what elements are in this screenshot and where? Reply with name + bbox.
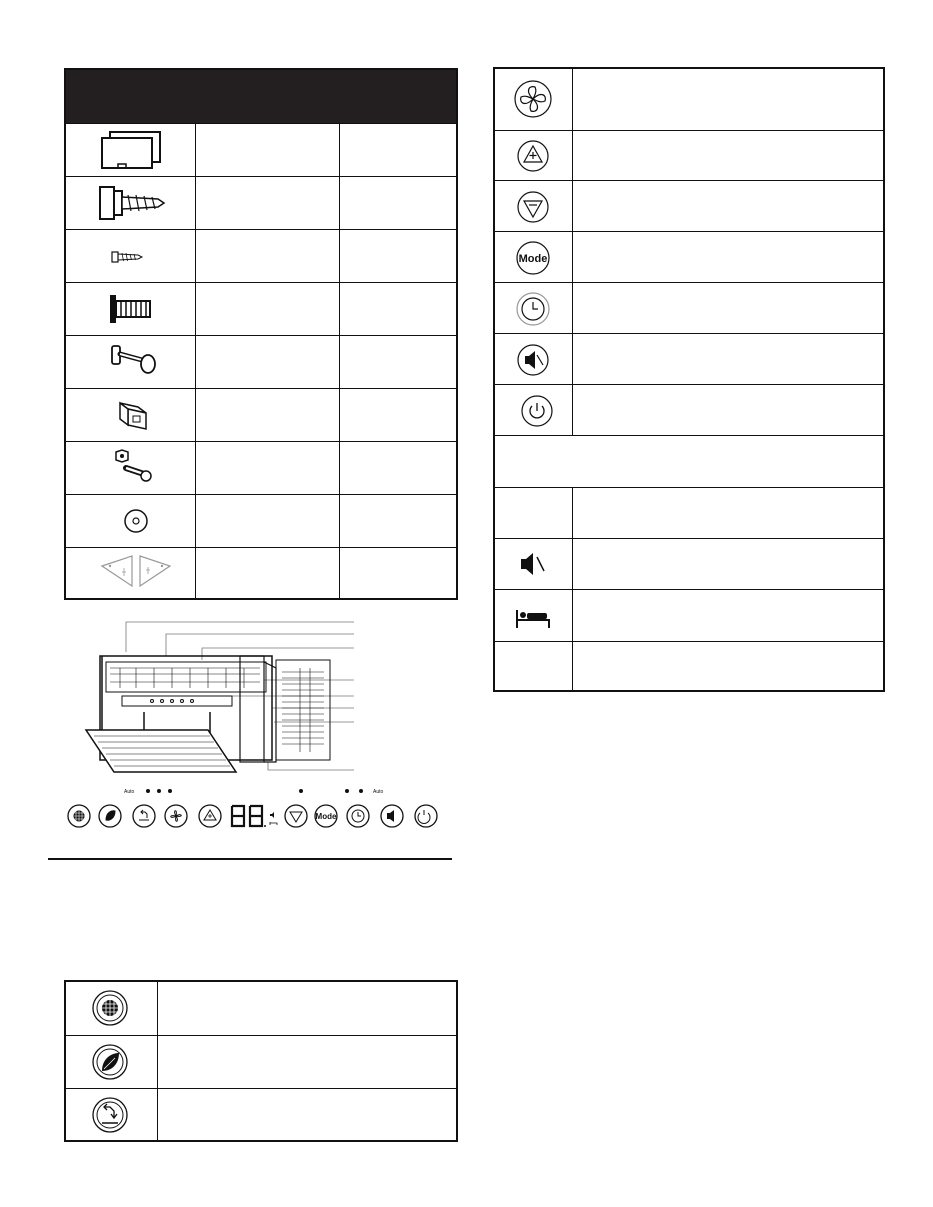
parts-row: [66, 282, 456, 335]
function-row: [495, 333, 883, 384]
indicator-section-header: [495, 435, 883, 487]
part-name-cell: [196, 124, 340, 176]
mute-icon: [495, 334, 573, 385]
fan-icon: [495, 69, 573, 130]
parts-table: [64, 68, 458, 600]
mode-icon-label: Mode: [518, 253, 548, 265]
function-row: [495, 384, 883, 435]
mode-button-label: Mode: [315, 812, 337, 821]
bolt-nut-icon: [66, 442, 196, 494]
part-name-cell: [196, 495, 340, 547]
section-divider: [48, 858, 452, 860]
function-row: [66, 1035, 456, 1088]
up-arrow-icon: [495, 131, 573, 181]
parts-row: [66, 388, 456, 441]
parts-row: [66, 229, 456, 282]
part-name-cell: [196, 442, 340, 494]
parts-row: [66, 335, 456, 388]
part-name-cell: [196, 177, 340, 229]
part-qty-cell: [340, 548, 456, 598]
sleep-indicator-icon: [495, 590, 573, 642]
swing-button[interactable]: [133, 805, 155, 827]
functions-table-right: [493, 67, 885, 692]
part-name-cell: [196, 230, 340, 282]
part-qty-cell: [340, 230, 456, 282]
part-name-cell: [196, 336, 340, 388]
function-row: [495, 130, 883, 180]
function-row: [495, 231, 883, 282]
part-name-cell: [196, 283, 340, 335]
part-qty-cell: [340, 124, 456, 176]
washer-icon: [66, 495, 196, 547]
part-qty-cell: [340, 442, 456, 494]
parts-row: [66, 494, 456, 547]
part-name-cell: [196, 389, 340, 441]
fan-speed-label-auto: Auto: [124, 789, 135, 795]
eco-leaf-icon: [66, 1036, 158, 1089]
parts-row: [66, 547, 456, 598]
small-screw-icon: [66, 230, 196, 282]
indicator-row: [495, 641, 883, 690]
mute-indicator-icon: [495, 539, 573, 590]
part-name-cell: [196, 548, 340, 598]
bolt-icon: [66, 336, 196, 388]
louver-swing-icon: [66, 1089, 158, 1141]
function-row: [495, 180, 883, 231]
corner-brackets-icon: [66, 548, 196, 599]
control-panel: [64, 780, 444, 840]
part-qty-cell: [340, 336, 456, 388]
parts-row: [66, 441, 456, 494]
indicator-row: [495, 538, 883, 589]
bracket-icon: [66, 389, 196, 441]
function-row: [66, 982, 456, 1035]
unit-diagram: [64, 612, 364, 778]
parts-row: [66, 123, 456, 176]
indicator-icon-cell: [495, 642, 573, 690]
part-qty-cell: [340, 495, 456, 547]
part-qty-cell: [340, 177, 456, 229]
foam-board-icon: [66, 124, 196, 176]
mode-label-auto: Auto: [373, 789, 384, 795]
part-qty-cell: [340, 283, 456, 335]
function-row: [66, 1088, 456, 1140]
function-row: [495, 282, 883, 333]
indicator-row: [495, 487, 883, 538]
mode-icon: [495, 232, 573, 283]
parts-row: [66, 176, 456, 229]
indicator-icon-cell: [495, 488, 573, 538]
function-row: [495, 69, 883, 130]
machine-screw-icon: [66, 283, 196, 335]
timer-icon: [495, 283, 573, 334]
large-screw-icon: [66, 177, 196, 229]
part-qty-cell: [340, 389, 456, 441]
down-button[interactable]: [285, 805, 307, 827]
parts-table-header: [66, 70, 456, 123]
functions-table-left: [64, 980, 458, 1142]
down-arrow-icon: [495, 181, 573, 232]
filter-icon: [66, 982, 158, 1035]
temperature-display: [232, 806, 262, 826]
indicator-row: [495, 589, 883, 641]
power-icon: [495, 385, 573, 436]
